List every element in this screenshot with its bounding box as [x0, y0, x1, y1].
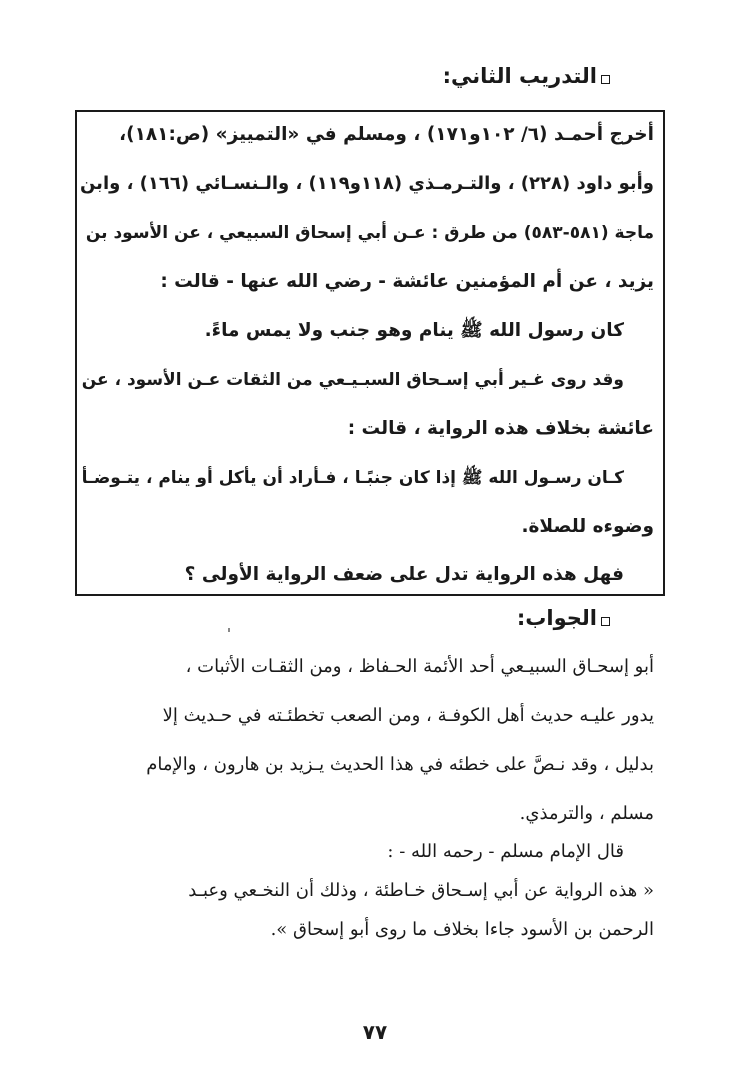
exercise-line: كـان رسـول الله ﷺ إذا كان جنبًـا ، فـأراد أن يأكل أو ينام ، يتـوضـأ — [81, 468, 624, 488]
exercise-line: ماجة (٥٨١-٥٨٣) من طرق : عـن أبي إسحاق السبيعي ، عن الأسود بن — [85, 223, 654, 243]
answer-line: الرحمن بن الأسود جاءا بخلاف ما روى أبو إسحاق ». — [270, 919, 654, 940]
answer-line: « هذه الرواية عن أبي إسـحاق خـاطئة ، وذلك أن النخـعي وعبـد — [188, 880, 654, 901]
square-bullet-icon — [601, 75, 610, 84]
answer-heading — [517, 606, 610, 630]
square-bullet-icon — [601, 617, 610, 626]
answer-heading-text: الجواب: — [516, 606, 597, 630]
exercise-line: وضوءه للصلاة. — [521, 516, 654, 537]
page-number: ٧٧ — [362, 1020, 388, 1044]
exercise-line: وأبو داود (٢٢٨) ، والتـرمـذي (١١٨و١١٩) ، والـنسـائي (١٦٦) ، وابن — [79, 173, 654, 194]
exercise-heading — [443, 64, 610, 88]
ink-speck — [228, 628, 230, 632]
answer-line: بدليل ، وقد نـصَّ على خطئه في هذا الحديث يـزيد بن هارون ، والإمام — [146, 754, 654, 775]
exercise-line: وقد روى غـير أبي إسـحاق السبـيـعي من الثقات عـن الأسود ، عن — [81, 370, 624, 390]
answer-line: يدور عليـه حديث أهل الكوفـة ، ومن الصعب تخطئـته في حـديث إلا — [162, 705, 654, 726]
exercise-line: عائشة بخلاف هذه الرواية ، قالت : — [347, 418, 654, 439]
exercise-line: كان رسول الله ﷺ ينام وهو جنب ولا يمس ماءً. — [204, 320, 624, 341]
answer-line: أبو إسحـاق السبيـعي أحد الأئمة الحـفاظ ، ومن الثقـات الأثبات ، — [185, 656, 654, 677]
answer-line: مسلم ، والترمذي. — [519, 803, 654, 824]
answer-line: قال الإمام مسلم - رحمه الله - : — [387, 841, 624, 862]
exercise-heading-text: التدريب الثاني: — [442, 64, 597, 88]
exercise-line: أخرج أحمـد (٦/ ١٠٢و١٧١) ، ومسلم في «التمييز» (ص:١٨١)، — [119, 124, 654, 145]
exercise-line: يزيد ، عن أم المؤمنين عائشة - رضي الله عنها - قالت : — [160, 271, 654, 292]
exercise-line: فهل هذه الرواية تدل على ضعف الرواية الأولى ؟ — [184, 564, 624, 585]
